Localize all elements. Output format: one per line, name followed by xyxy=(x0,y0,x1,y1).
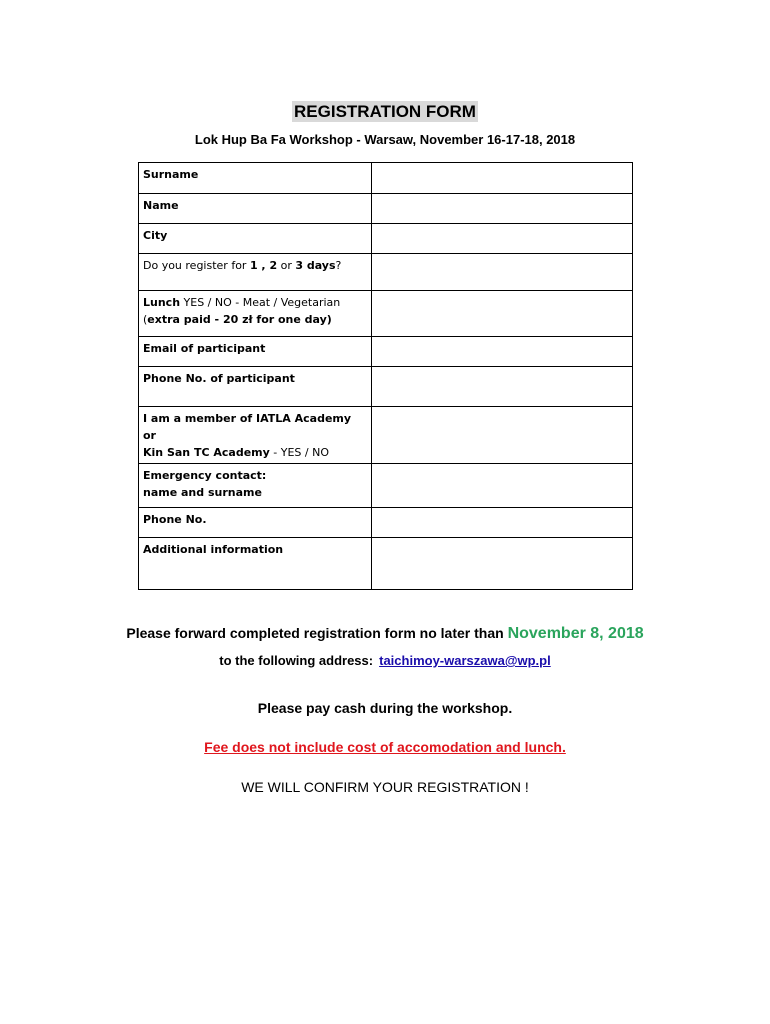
page-subtitle: Lok Hup Ba Fa Workshop - Warsaw, November 16-17-18, 2018 xyxy=(194,132,576,147)
phone-no-label: Phone No. xyxy=(139,508,372,538)
days-text-mid: or xyxy=(277,259,296,272)
phone-field[interactable] xyxy=(372,367,633,407)
membership-line-1: I am a member of IATLA Academy or xyxy=(143,412,352,442)
row-email xyxy=(139,337,633,367)
email-field[interactable] xyxy=(372,337,633,367)
deadline-notice xyxy=(0,625,770,643)
lunch-options: YES / NO - Meat / Vegetarian xyxy=(180,296,341,309)
title-wrapper xyxy=(0,101,770,122)
row-days xyxy=(139,254,633,291)
days-label xyxy=(139,254,372,291)
name-field[interactable] xyxy=(372,194,633,224)
address-line xyxy=(0,653,770,668)
lunch-extra-note: extra paid - 20 zł for one day) xyxy=(147,313,332,326)
fee-warning: Fee does not include cost of accomodation and lunch. xyxy=(204,739,566,755)
confirmation-note: WE WILL CONFIRM YOUR REGISTRATION ! xyxy=(241,779,529,795)
lunch-label-bold: Lunch xyxy=(143,296,181,309)
row-membership xyxy=(139,407,633,464)
row-lunch xyxy=(139,291,633,337)
emergency-line-2: name and surname xyxy=(143,486,262,499)
days-bold-3: 3 days xyxy=(295,259,336,272)
membership-line-2-bold: Kin San TC Academy xyxy=(143,446,270,459)
email-label: Email of participant xyxy=(139,337,372,367)
registration-table xyxy=(138,162,633,590)
days-text-pre: Do you register for xyxy=(143,259,250,272)
row-emergency xyxy=(139,464,633,508)
page-title: REGISTRATION FORM xyxy=(294,102,476,121)
address-label: to the following address: xyxy=(219,653,374,668)
phone-label: Phone No. of participant xyxy=(139,367,372,407)
payment-note: Please pay cash during the workshop. xyxy=(257,700,513,716)
lunch-label xyxy=(139,291,372,337)
membership-label xyxy=(139,407,372,464)
days-bold-1-2: 1 , 2 xyxy=(249,259,278,272)
lunch-field[interactable] xyxy=(372,291,633,337)
emergency-line-1: Emergency contact: xyxy=(143,469,267,482)
row-phone xyxy=(139,367,633,407)
surname-label: Surname xyxy=(139,163,372,194)
row-additional xyxy=(139,538,633,590)
surname-field[interactable] xyxy=(372,163,633,194)
days-text-post: ? xyxy=(335,259,342,272)
row-surname xyxy=(139,163,633,194)
days-field[interactable] xyxy=(372,254,633,291)
phone-no-field[interactable] xyxy=(372,508,633,538)
notice-text: Please forward completed registration form no later than xyxy=(126,625,508,641)
row-name xyxy=(139,194,633,224)
additional-label: Additional information xyxy=(139,538,372,590)
city-label: City xyxy=(139,224,372,254)
membership-field[interactable] xyxy=(372,407,633,464)
lunch-paren: ( xyxy=(143,313,148,326)
city-field[interactable] xyxy=(372,224,633,254)
membership-line-2-options: - YES / NO xyxy=(269,446,329,459)
additional-field[interactable] xyxy=(372,538,633,590)
deadline-date: November 8, 2018 xyxy=(507,625,644,642)
row-phone-no xyxy=(139,508,633,538)
email-link[interactable]: taichimoy-warszawa@wp.pl xyxy=(379,653,551,668)
emergency-field[interactable] xyxy=(372,464,633,508)
emergency-label xyxy=(139,464,372,508)
name-label: Name xyxy=(139,194,372,224)
row-city xyxy=(139,224,633,254)
